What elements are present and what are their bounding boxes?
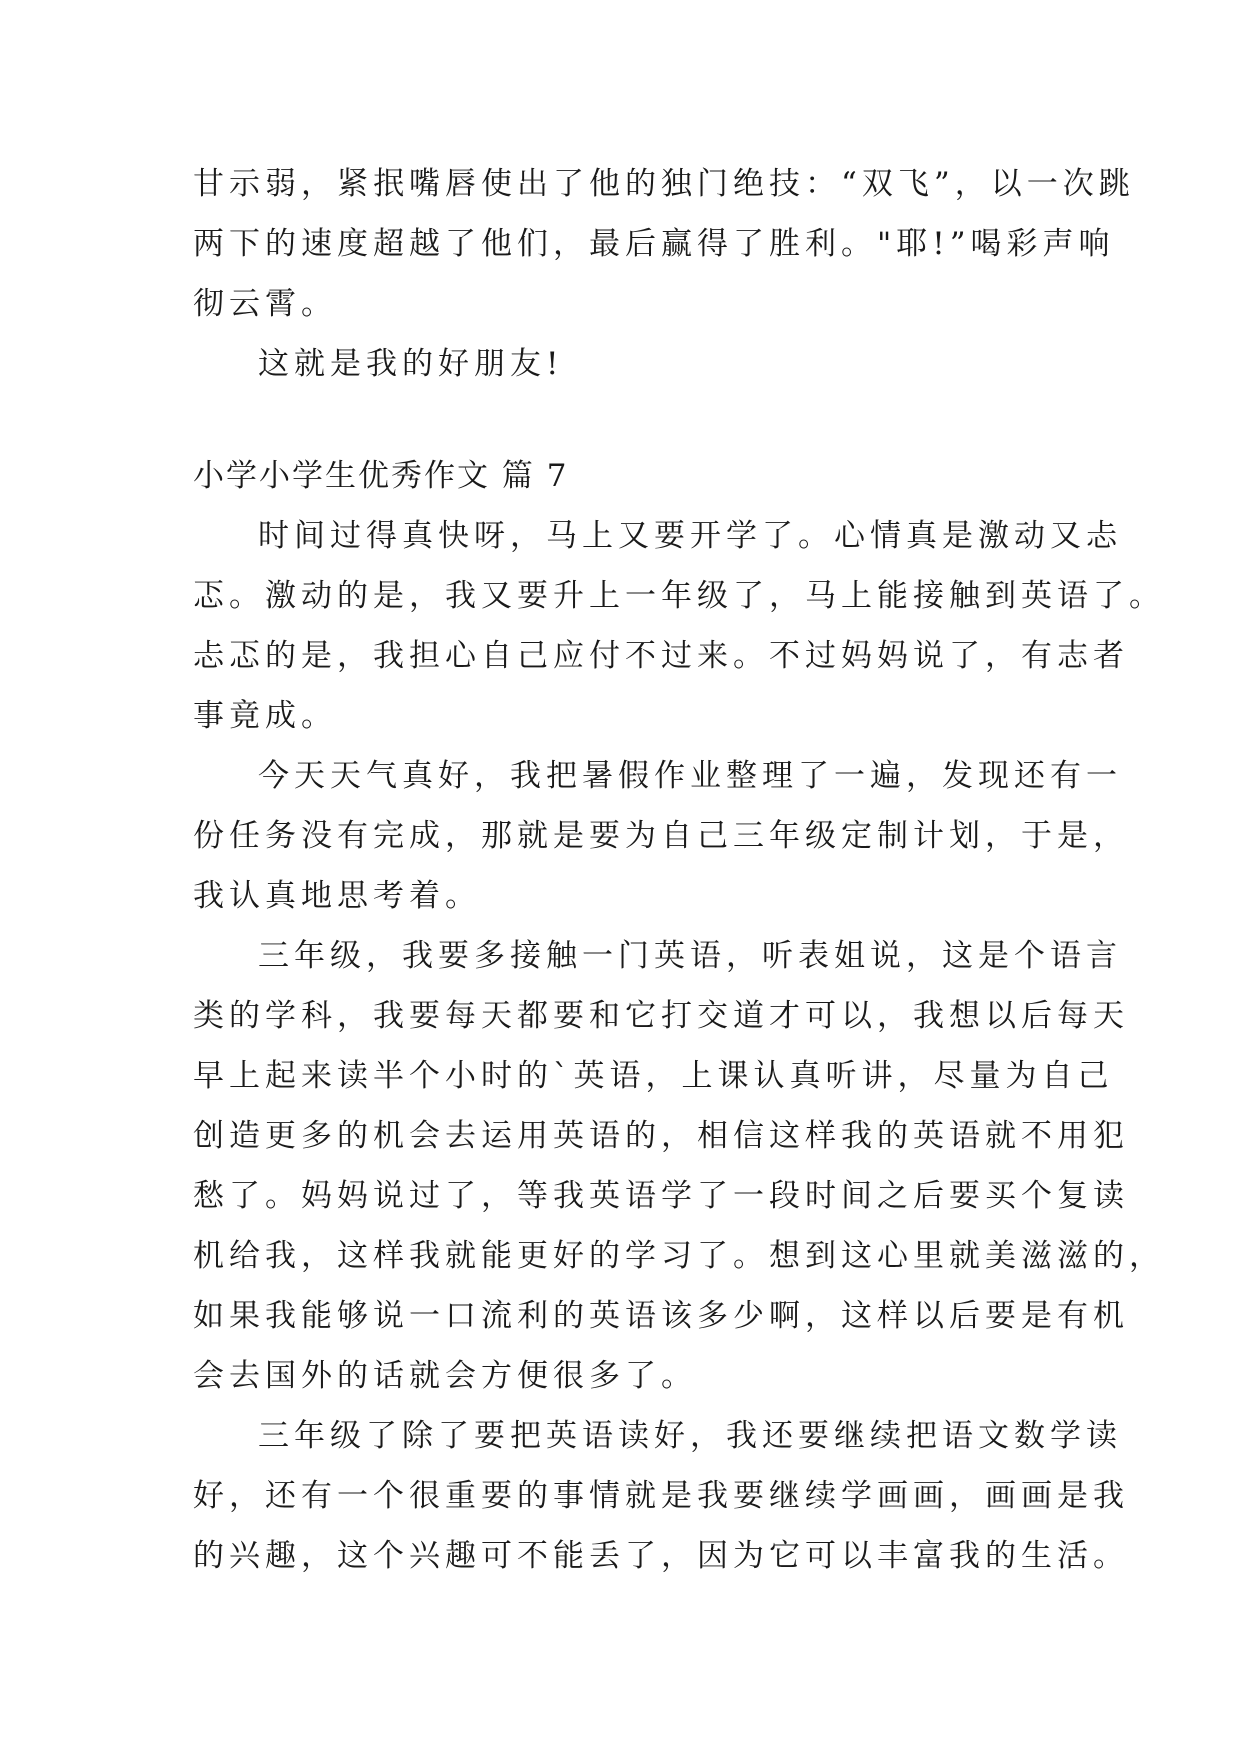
paragraph-line: 忑。激动的是，我又要升上一年级了，马上能接触到英语了。: [193, 578, 1165, 614]
paragraph-line: 忐忑的是，我担心自己应付不过来。不过妈妈说了，有志者: [193, 638, 1129, 674]
paragraph-line: 这就是我的好朋友!: [258, 346, 564, 382]
paragraph-line: 今天天气真好，我把暑假作业整理了一遍，发现还有一: [258, 758, 1122, 794]
paragraph-line: 三年级，我要多接触一门英语，听表姐说，这是个语言: [258, 938, 1122, 974]
paragraph-line: 创造更多的机会去运用英语的，相信这样我的英语就不用犯: [193, 1118, 1129, 1154]
paragraph-line: 时间过得真快呀，马上又要开学了。心情真是激动又忐: [258, 518, 1122, 554]
paragraph-line: 两下的速度超越了他们，最后赢得了胜利。"耶!”喝彩声响: [193, 226, 1115, 262]
paragraph-line: 愁了。妈妈说过了，等我英语学了一段时间之后要买个复读: [193, 1178, 1129, 1214]
paragraph-line: 份任务没有完成，那就是要为自己三年级定制计划，于是，: [193, 818, 1129, 854]
paragraph-line: 我认真地思考着。: [193, 878, 481, 914]
paragraph-line: 类的学科，我要每天都要和它打交道才可以，我想以后每天: [193, 998, 1129, 1034]
paragraph-line: 三年级了除了要把英语读好，我还要继续把语文数学读: [258, 1418, 1122, 1454]
paragraph-line: 彻云霄。: [193, 286, 337, 322]
paragraph-line: 好，还有一个很重要的事情就是我要继续学画画，画画是我: [193, 1478, 1129, 1514]
paragraph-line: 甘示弱，紧抿嘴唇使出了他的独门绝技：“双飞”，以一次跳: [193, 166, 1135, 202]
paragraph-line: 早上起来读半个小时的`英语，上课认真听讲，尽量为自己: [193, 1058, 1114, 1094]
paragraph-line: 的兴趣，这个兴趣可不能丢了，因为它可以丰富我的生活。: [193, 1538, 1129, 1574]
paragraph-line: 如果我能够说一口流利的英语该多少啊，这样以后要是有机: [193, 1298, 1129, 1334]
paragraph-line: 会去国外的话就会方便很多了。: [193, 1358, 697, 1394]
section-title: 小学小学生优秀作文 篇 7: [193, 458, 569, 494]
paragraph-line: 机给我，这样我就能更好的学习了。想到这心里就美滋滋的，: [193, 1238, 1165, 1274]
paragraph-line: 事竟成。: [193, 698, 337, 734]
